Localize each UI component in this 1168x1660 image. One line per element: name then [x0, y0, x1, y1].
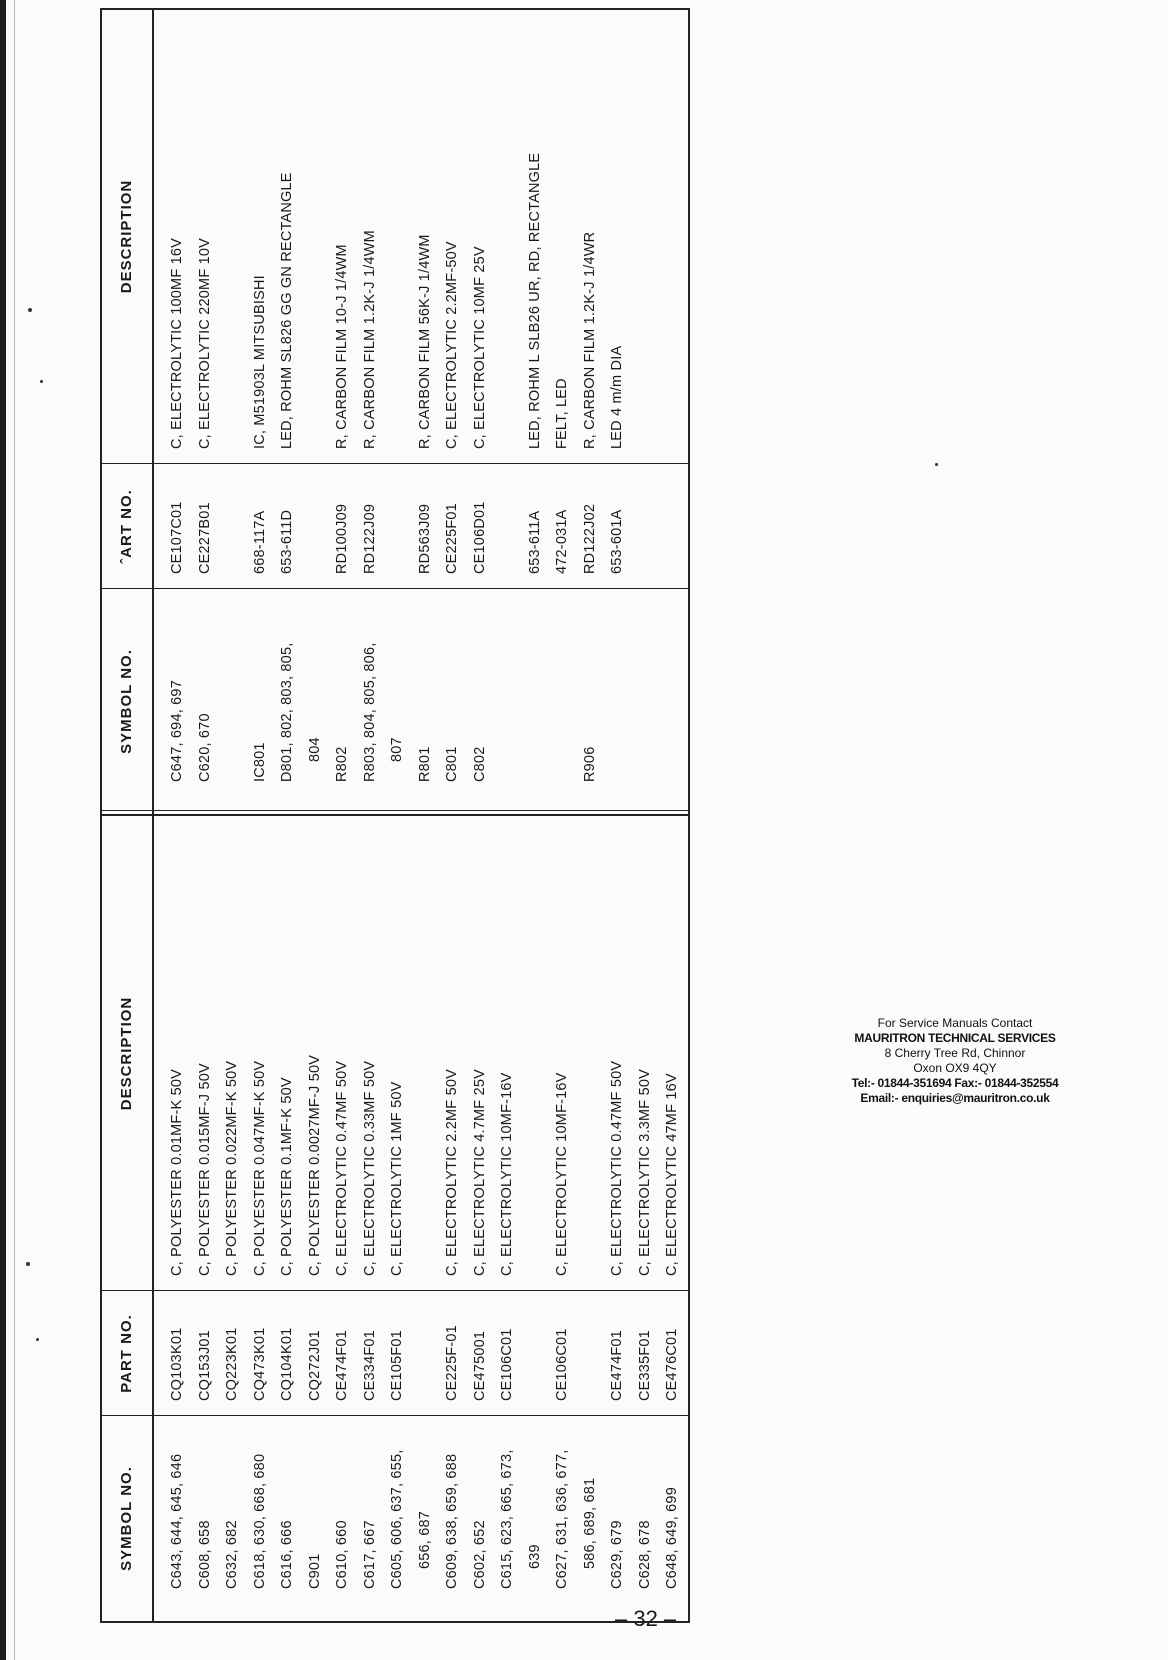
part-no-cell: CQ223K01	[224, 1327, 240, 1401]
contact-address: 8 Cherry Tree Rd, Chinnor	[884, 1046, 1026, 1060]
scan-speck	[40, 380, 43, 383]
table-row	[412, 816, 440, 1621]
table-row	[494, 816, 522, 1621]
table-row	[192, 9, 220, 814]
symbol-cell: C643, 644, 645, 646	[169, 1453, 185, 1589]
page-number: – 32 –	[615, 1606, 677, 1631]
table-row	[577, 816, 605, 1621]
description-cell: R, CARBON FILM 1.2K-J 1/4WR	[581, 231, 598, 449]
description-cell: IC, M51903L MITSUBISHI	[251, 275, 268, 449]
part-no-cell: CE476C01	[664, 1328, 680, 1401]
scan-speck	[28, 308, 32, 312]
table-row	[549, 816, 577, 1621]
part-no-cell: CQ103K01	[169, 1327, 185, 1401]
table-row	[329, 9, 357, 814]
symbol-cell: C627, 631, 636, 677,	[554, 1449, 570, 1589]
table-row	[219, 816, 247, 1621]
scan-edge-line	[14, 0, 15, 1660]
part-no-cell: CE475001	[471, 1330, 488, 1401]
description-cell: R, CARBON FILM 56K-J 1/4WM	[416, 234, 433, 449]
description-cell: C, POLYESTER 0.1MF-K 50V	[279, 1077, 295, 1276]
table-row	[164, 9, 192, 814]
symbol-cell: C901	[306, 1553, 323, 1589]
symbol-cell: C628, 678	[636, 1520, 653, 1589]
header-description: DESCRIPTION	[118, 996, 135, 1111]
symbol-cell: 804	[306, 737, 323, 762]
part-no-cell: 472-031A	[554, 509, 570, 574]
table-row	[219, 9, 247, 814]
part-no-cell: CQ473K01	[251, 1327, 268, 1401]
symbol-cell: R906	[581, 746, 598, 782]
part-no-cell: CE106D01	[471, 501, 488, 574]
description-cell: C, ELECTROLYTIC 10MF 25V	[471, 246, 488, 449]
table-row	[384, 816, 412, 1621]
table-row	[384, 9, 412, 814]
symbol-cell: 639	[526, 1544, 543, 1569]
table-row	[494, 9, 522, 814]
symbol-cell: IC801	[251, 742, 268, 782]
contact-phone: Tel:- 01844-351694 Fax:- 01844-352554	[851, 1076, 1059, 1090]
table-row	[274, 816, 302, 1621]
description-cell: C, ELECTROLYTIC 47MF 16V	[664, 1073, 680, 1276]
contact-email: Email:- enquiries@mauritron.co.uk	[860, 1091, 1050, 1105]
symbol-cell: C801	[444, 746, 460, 782]
symbol-cell: C610, 660	[334, 1520, 350, 1589]
part-no-cell: 653-611D	[279, 509, 295, 574]
symbol-cell: 807	[389, 737, 405, 762]
symbol-cell: R801	[416, 746, 433, 782]
description-cell: C, ELECTROLYTIC 2.2MF-50V	[444, 241, 460, 449]
symbol-cell: D801, 802, 803, 805,	[279, 642, 295, 782]
symbol-cell: 586, 689, 681	[581, 1477, 598, 1569]
table-row	[439, 816, 467, 1621]
part-no-cell: RD563J09	[416, 503, 433, 574]
table-row	[659, 816, 687, 1621]
part-no-cell: CE474F01	[334, 1330, 350, 1401]
description-cell: R, CARBON FILM 1.2K-J 1/4WM	[361, 230, 378, 449]
description-cell: C, ELECTROLYTIC 0.47MF 50V	[334, 1060, 350, 1276]
table-row	[467, 816, 495, 1621]
description-cell: C, POLYESTER 0.0027MF-J 50V	[306, 1054, 323, 1276]
part-no-cell: RD122J09	[361, 503, 378, 574]
scan-edge	[0, 0, 6, 1660]
part-no-cell: CE335F01	[636, 1330, 653, 1401]
table-header	[102, 9, 154, 814]
table-row	[164, 816, 192, 1621]
description-cell: C, ELECTROLYTIC 4.7MF 25V	[471, 1069, 488, 1276]
table-row	[302, 9, 330, 814]
contact-line: For Service Manuals Contact	[877, 1016, 1033, 1030]
description-cell: C, ELECTROLYTIC 3.3MF 50V	[636, 1069, 653, 1276]
table-row	[274, 9, 302, 814]
symbol-cell: 656, 687	[416, 1510, 433, 1569]
symbol-cell: C629, 679	[609, 1520, 625, 1589]
part-no-cell: 653-611A	[526, 510, 543, 574]
part-no-cell: 653-601A	[609, 509, 625, 574]
description-cell: C, ELECTROLYTIC 220MF 10V	[196, 237, 213, 449]
symbol-cell: R802	[334, 746, 350, 782]
part-no-cell: CE225F-01	[444, 1325, 460, 1401]
scan-speck	[36, 1338, 39, 1341]
scan-speck	[935, 463, 938, 466]
description-cell: C, POLYESTER 0.047MF-K 50V	[251, 1060, 268, 1276]
header-part-no: ˆART NO.	[118, 489, 135, 564]
symbol-cell: C620, 670	[196, 713, 213, 782]
table-row	[604, 816, 632, 1621]
description-cell: LED 4 m/m DIA	[609, 345, 625, 449]
table-row	[302, 816, 330, 1621]
description-cell: C, POLYESTER 0.01MF-K 50V	[169, 1069, 185, 1276]
symbol-cell: C617, 667	[361, 1520, 378, 1589]
table-row	[549, 9, 577, 814]
description-cell: LED, ROHM L SLB26 UR, RD, RECTANGLE	[526, 152, 543, 449]
part-no-cell: RD122J02	[581, 503, 598, 574]
table-row	[604, 9, 632, 814]
parts-table-right	[102, 9, 688, 816]
table-row	[577, 9, 605, 814]
part-no-cell: CE105F01	[389, 1330, 405, 1401]
part-no-cell: CE106C01	[554, 1328, 570, 1401]
part-no-cell: RD100J09	[334, 503, 350, 574]
symbol-cell: C605, 606, 637, 655,	[389, 1449, 405, 1589]
description-cell: C, POLYESTER 0.015MF-J 50V	[196, 1063, 213, 1276]
part-no-cell: CE107C01	[169, 501, 185, 574]
header-part-no: PART NO.	[118, 1314, 135, 1393]
symbol-cell: C632, 682	[224, 1520, 240, 1589]
symbol-cell: C616, 666	[279, 1520, 295, 1589]
scan-speck	[26, 1262, 30, 1266]
table-row	[412, 9, 440, 814]
description-cell: C, ELECTROLYTIC 0.47MF 50V	[609, 1060, 625, 1276]
symbol-cell: C618, 630, 668, 680	[251, 1453, 268, 1589]
table-row	[329, 816, 357, 1621]
parts-list-sheet	[100, 8, 690, 1623]
part-no-cell: CE474F01	[609, 1330, 625, 1401]
description-cell: C, POLYESTER 0.022MF-K 50V	[224, 1060, 240, 1276]
part-no-cell: CE225F01	[444, 503, 460, 574]
part-no-cell: CQ104K01	[279, 1327, 295, 1401]
symbol-cell: C608, 658	[196, 1520, 213, 1589]
part-no-cell: 668-117A	[251, 510, 268, 574]
description-cell: FELT, LED	[554, 378, 570, 449]
part-no-cell: CQ272J01	[306, 1330, 323, 1401]
description-cell: C, ELECTROLYTIC 1MF 50V	[389, 1081, 405, 1276]
parts-table-left	[102, 816, 688, 1621]
part-no-cell: CQ153J01	[196, 1330, 213, 1401]
description-cell: C, ELECTROLYTIC 10MF-16V	[554, 1072, 570, 1276]
table-row	[192, 816, 220, 1621]
part-no-cell: CE227B01	[196, 502, 213, 574]
description-cell: LED, ROHM SL826 GG GN RECTANGLE	[279, 172, 295, 449]
part-no-cell: CE334F01	[361, 1330, 378, 1401]
description-cell: C, ELECTROLYTIC 10MF-16V	[499, 1072, 515, 1276]
contact-block	[800, 1016, 1110, 1106]
description-cell: C, ELECTROLYTIC 0.33MF 50V	[361, 1060, 378, 1276]
table-body	[164, 9, 632, 814]
contact-company: MAURITRON TECHNICAL SERVICES	[854, 1031, 1056, 1045]
description-cell: C, ELECTROLYTIC 2.2MF 50V	[444, 1069, 460, 1276]
description-cell: C, ELECTROLYTIC 100MF 16V	[169, 237, 185, 449]
table-row	[439, 9, 467, 814]
symbol-cell: C602, 652	[471, 1520, 488, 1589]
header-description: DESCRIPTION	[118, 179, 135, 294]
table-row	[522, 816, 550, 1621]
table-row	[522, 9, 550, 814]
table-row	[632, 816, 660, 1621]
symbol-cell: C615, 623, 665, 673,	[499, 1449, 515, 1589]
header-symbol-no: SYMBOL NO.	[118, 649, 135, 754]
symbol-cell: R803, 804, 805, 806,	[361, 642, 378, 782]
symbol-cell: C802	[471, 746, 488, 782]
parts-table	[100, 8, 690, 1623]
symbol-cell: C609, 638, 659, 688	[444, 1453, 460, 1589]
symbol-cell: C648, 649, 699	[664, 1487, 680, 1589]
contact-address: Oxon OX9 4QY	[913, 1061, 997, 1075]
symbol-cell: C647, 694, 697	[169, 680, 185, 782]
table-row	[247, 816, 275, 1621]
table-row	[467, 9, 495, 814]
part-no-cell: CE106C01	[499, 1328, 515, 1401]
header-symbol-no: SYMBOL NO.	[118, 1466, 135, 1571]
table-row	[247, 9, 275, 814]
table-row	[357, 816, 385, 1621]
table-header	[102, 816, 154, 1621]
table-body	[164, 816, 687, 1621]
table-row	[357, 9, 385, 814]
description-cell: R, CARBON FILM 10-J 1/4WM	[334, 244, 350, 449]
